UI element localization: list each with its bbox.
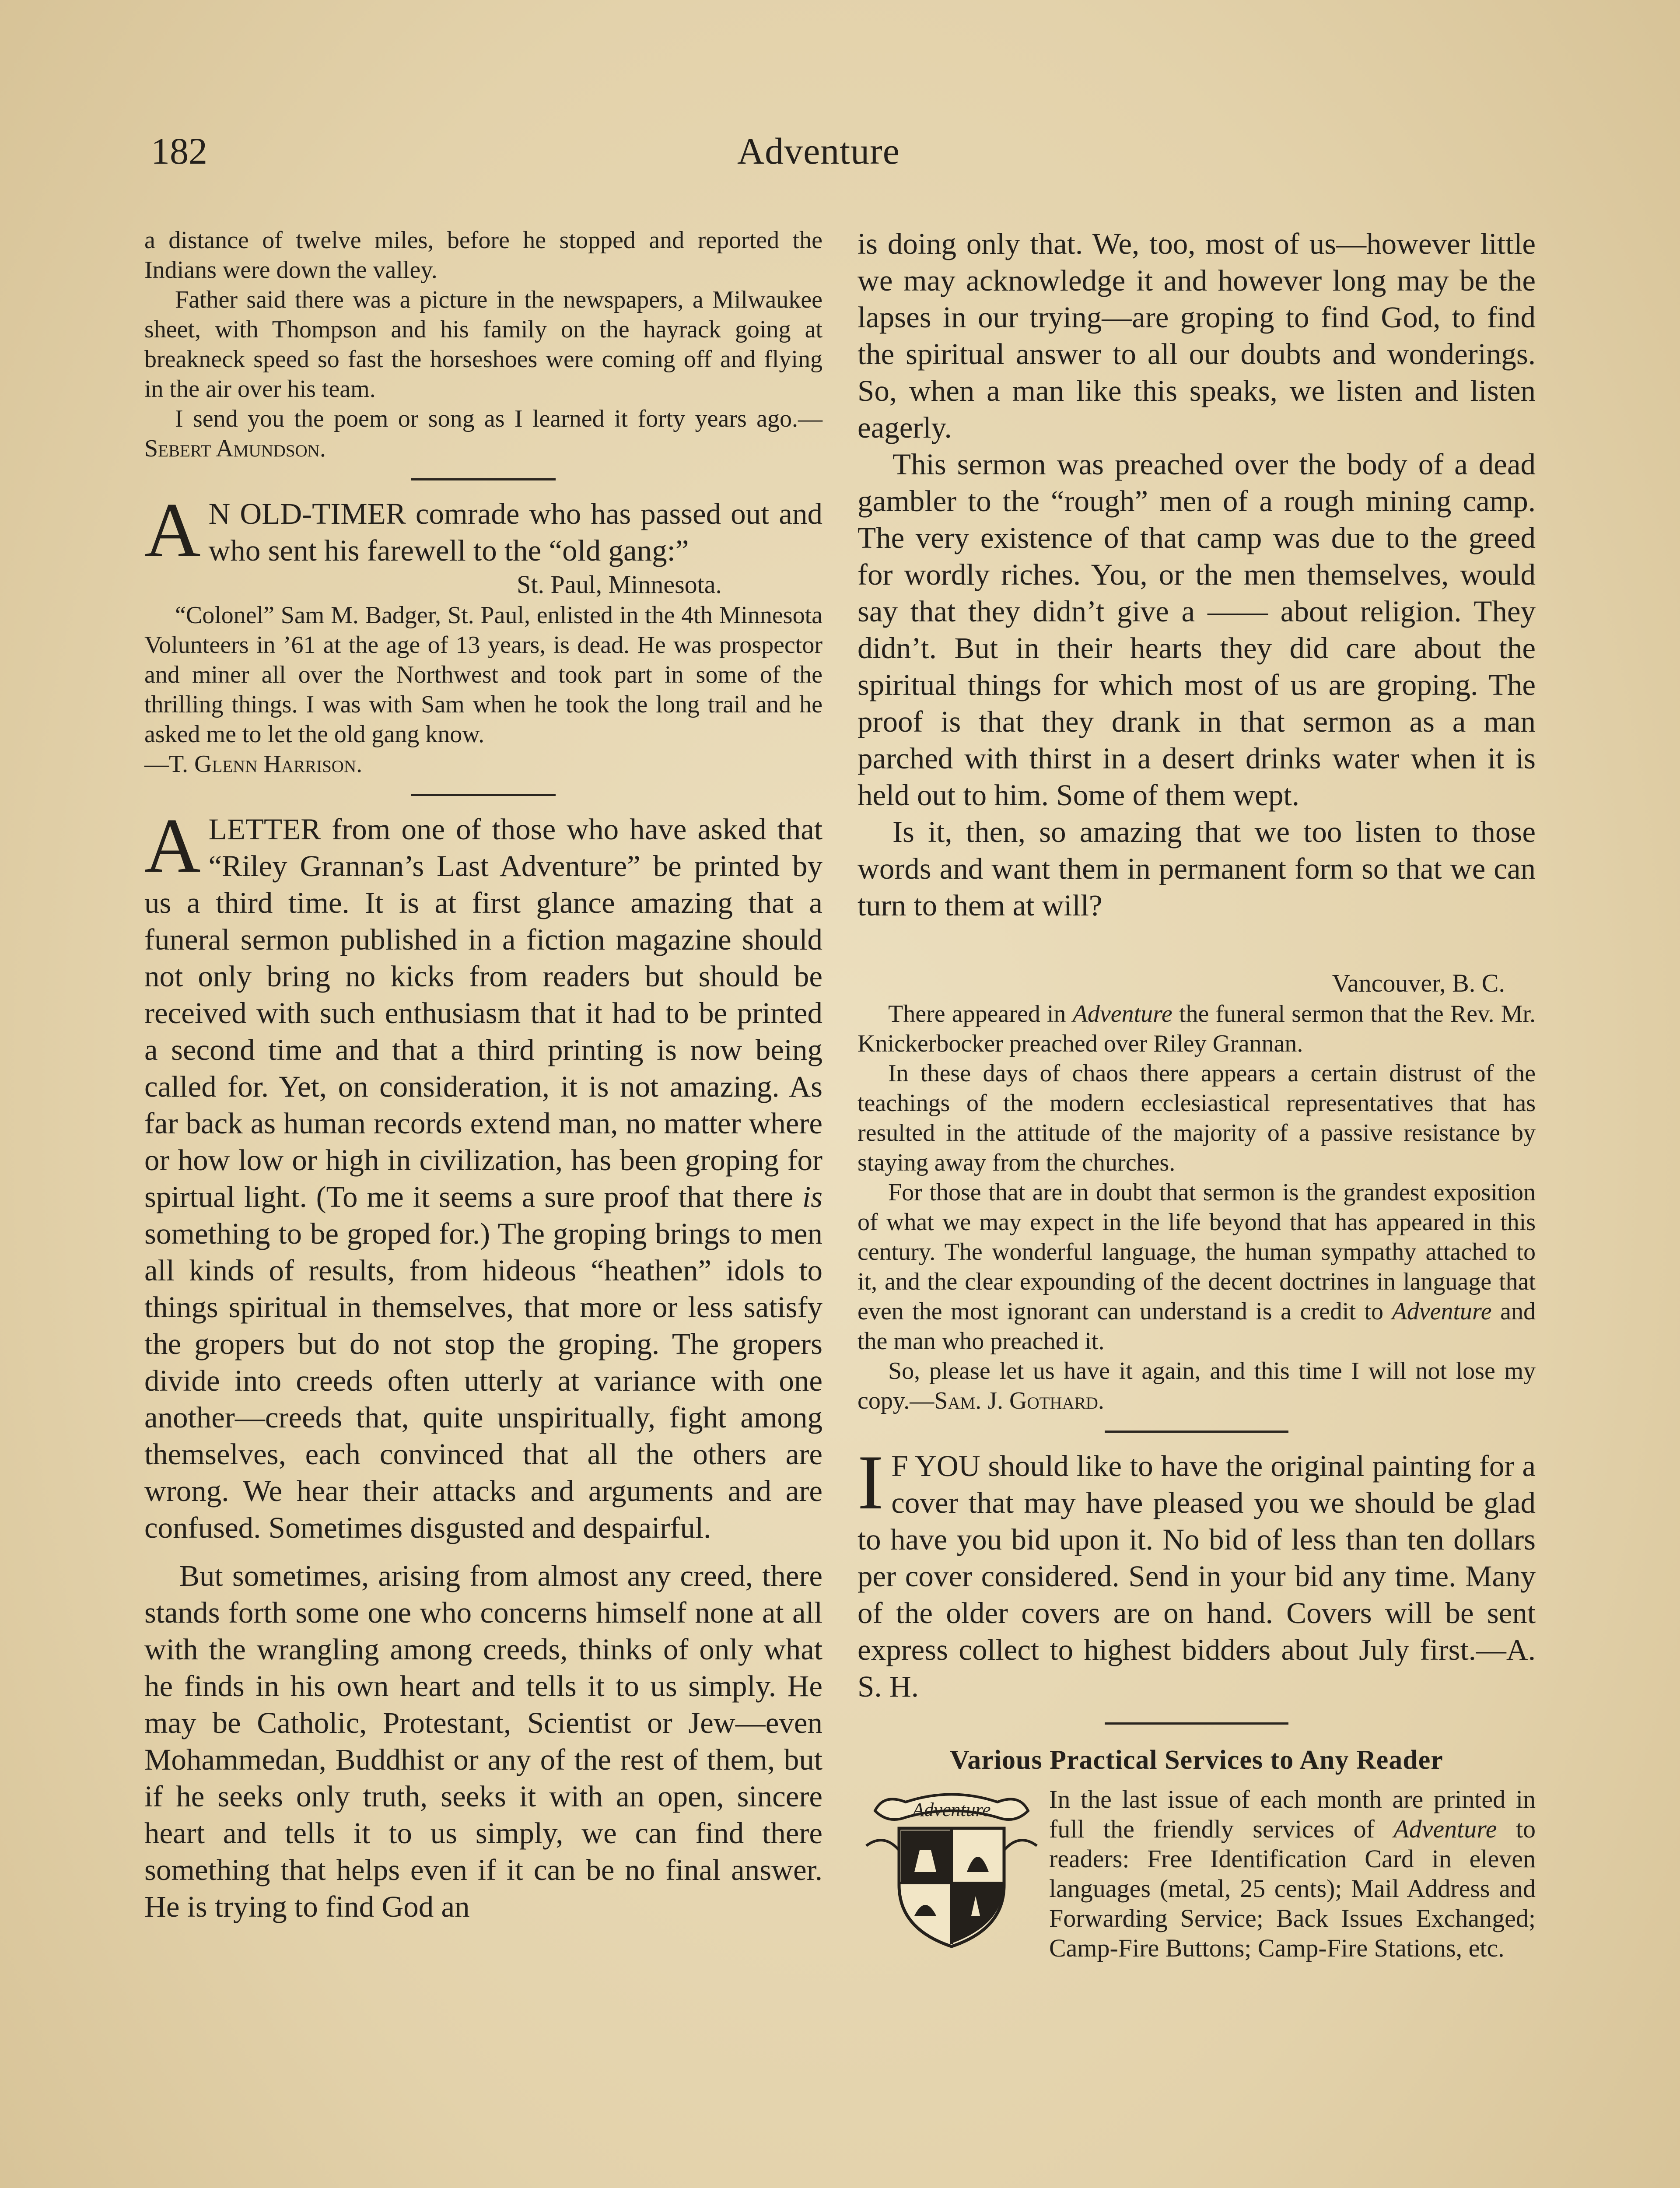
emblem-banner-text: Adventure (912, 1799, 991, 1820)
section-divider (1105, 1722, 1288, 1725)
drop-cap: A (144, 487, 201, 573)
drop-cap: A (144, 802, 201, 889)
paragraph-text: LETTER from one of those who have asked that “Riley Grannan’s Last Adventure” be printed by us a third time. It is at first glance amazing that a funeral sermon published in a fiction magazine should not only bring no kicks from readers but should be received with such enthusiasm that it had to be printed a second time and that a third printing is now being called for. Yet, on consideration, it is not amazing. As far back as human records extend man, no matter where or how low or high in civilization, has been groping for spirtual light. (To me it seems a sure proof that there (144, 813, 822, 1213)
old-timer-letter (144, 600, 822, 779)
signature-line (144, 749, 822, 779)
paragraph-text: So, please let us have it again, and this time I will not lose my copy.— (858, 1357, 1536, 1414)
paragraph-text: F YOU should like to have the original painting for a cover that may have pleased you we should be glad to have you bid upon it. No bid of less than ten dollars per cover considered. Send in your bid any time. Many of the older covers are on hand. Covers will be sent express collect to highest bidders about July first.—A. S. H. (858, 1449, 1536, 1703)
paragraph-text: I send you the poem or song as I learned it forty years ago.— (175, 405, 822, 432)
right-column (858, 225, 1536, 1963)
dateline: Vancouver, B. C. (1332, 969, 1505, 997)
paragraph (858, 1439, 1536, 1705)
paragraph (858, 1178, 1536, 1356)
signature: T. Glenn Harrison. (169, 750, 363, 778)
paragraph (144, 404, 822, 463)
emphasis: Adventure (1392, 1298, 1492, 1325)
services-notice (858, 1785, 1536, 1963)
paragraph: is doing only that. We, too, most of us—however little we may acknowledge it and however long may be the lapses in our trying—are groping to find God, to find the spiritual answer to all our doubts and wonderings. So, when a man like this speaks, we listen and listen eagerly. (858, 227, 1536, 444)
paragraph (858, 1356, 1536, 1416)
paragraph-text: something to be groped for.) The groping brings to men all kinds of results, from hideous “heathen” idols to things spiritual in themselves, that more or less satisfy the gropers but do not stop the groping. The gropers divide into creeds often utterly at variance with one another—creeds that, quite unspiritually, fight among themselves, each convinced that all the others are wrong. We hear their attacks and arguments and are confused. Sometimes disgusted and despairful. (144, 1217, 822, 1544)
magazine-title: Adventure (737, 130, 900, 172)
paragraph-text: and the man who preached it. (858, 1298, 1536, 1355)
paragraph-text: In the last issue of each month are printed in full the friendly services of (1049, 1785, 1536, 1843)
paragraph-text: the funeral sermon that the Rev. Mr. Knickerbocker preached over Riley Grannan. (858, 1000, 1536, 1057)
emphasis: Adventure (1072, 1000, 1172, 1027)
page-number: 182 (151, 130, 207, 172)
dateline: St. Paul, Minnesota. (517, 570, 722, 599)
paragraph-text: to readers: Free Identification Card in eleven languages (metal, 25 cents); Mail Address and Forwarding Service; Back Issues Exchanged; Camp-Fire Buttons; Camp-Fire Stations, etc. (1049, 1815, 1536, 1962)
paragraph (144, 802, 822, 1546)
emphasis: Adventure (1393, 1815, 1497, 1843)
paragraph-text: N OLD-TIMER comrade who has passed out and who sent his farewell to the “old gang:” (208, 497, 822, 567)
paragraph-text: There appeared in (888, 1000, 1073, 1027)
editorial-continuation (858, 225, 1536, 924)
section-divider (411, 794, 556, 796)
paragraph: But sometimes, arising from almost any creed, there stands forth some one who concerns himself none at all with the wrangling among creeds, thinks of only what he finds in his own heart and tells it to us simply. He may be Catholic, Protestant, Scientist or Jew—even Mohammedan, Buddhist or any of the rest of them, but if he seeks only truth, seeks it with an open, sincere heart and tells it to us simply, we can find there something that helps even if it can be no final answer. He is trying to find God an (144, 1559, 822, 1923)
services-heading: Various Practical Services to Any Reader (950, 1745, 1443, 1775)
section-divider (411, 478, 556, 480)
vancouver-letter (858, 999, 1536, 1416)
paragraph: This sermon was preached over the body of a dead gambler to the “rough” men of a rough mining camp. The very existence of that camp was due to the greed for wordly riches. You, or the men themselves, would say that they didn’t give a —— about religion. They didn’t. But in their hearts they did care about the spiritual things for which most of us are groping. The proof is that they drank in that sermon as a man parched with thirst in a desert drinks water when it is held out to him. Some of them wept. (858, 448, 1536, 812)
adventure-crest-icon (858, 1785, 1046, 1951)
letter-continuation (144, 225, 822, 463)
page-header (151, 129, 1551, 182)
paragraph: Father said there was a picture in the newspapers, a Milwaukee sheet, with Thompson and his family on the hayrack going at breakneck speed so fast the horseshoes were coming off and flying in the air over his team. (144, 286, 822, 403)
section-divider (1105, 1431, 1288, 1433)
paragraph: In these days of chaos there appears a certain distrust of the teachings of the modern ecclesiastical representatives that has resulted in the attitude of the majority of a passive resistance by staying away from the churches. (858, 1060, 1536, 1176)
paragraph (144, 487, 822, 573)
dash: — (144, 750, 169, 778)
editorial-section (144, 802, 822, 1925)
paragraph: a distance of twelve miles, before he stopped and reported the Indians were down the valley. (144, 227, 822, 284)
emphasis: is (802, 1180, 822, 1213)
paragraph: Is it, then, so amazing that we too listen to those words and want them in permanent form so that we can turn to them at will? (858, 815, 1536, 922)
signature: Sebert Amundson. (144, 435, 326, 462)
paragraph: “Colonel” Sam M. Badger, St. Paul, enlisted in the 4th Minnesota Volunteers in ’61 at the age of 13 years, is dead. He was prospector and miner all over the Northwest and took part in some of the thrilling things. I was with Sam when he took the long trail and he asked me to let the old gang know. (144, 602, 822, 748)
signature: Sam. J. Gothard. (934, 1387, 1104, 1414)
cover-offer-section (858, 1439, 1536, 1705)
drop-cap: I (858, 1439, 884, 1525)
old-timer-section (144, 487, 822, 573)
paragraph (858, 999, 1536, 1059)
paragraph-text: For those that are in doubt that sermon is the grandest exposition of what we may expect in the life beyond that has appeared in this century. The wonderful language, the human sympathy attached to it, and the clear expounding of the decent doctrines in language that even the most ignorant can understand is a credit to (858, 1179, 1536, 1325)
left-column (144, 225, 822, 1925)
